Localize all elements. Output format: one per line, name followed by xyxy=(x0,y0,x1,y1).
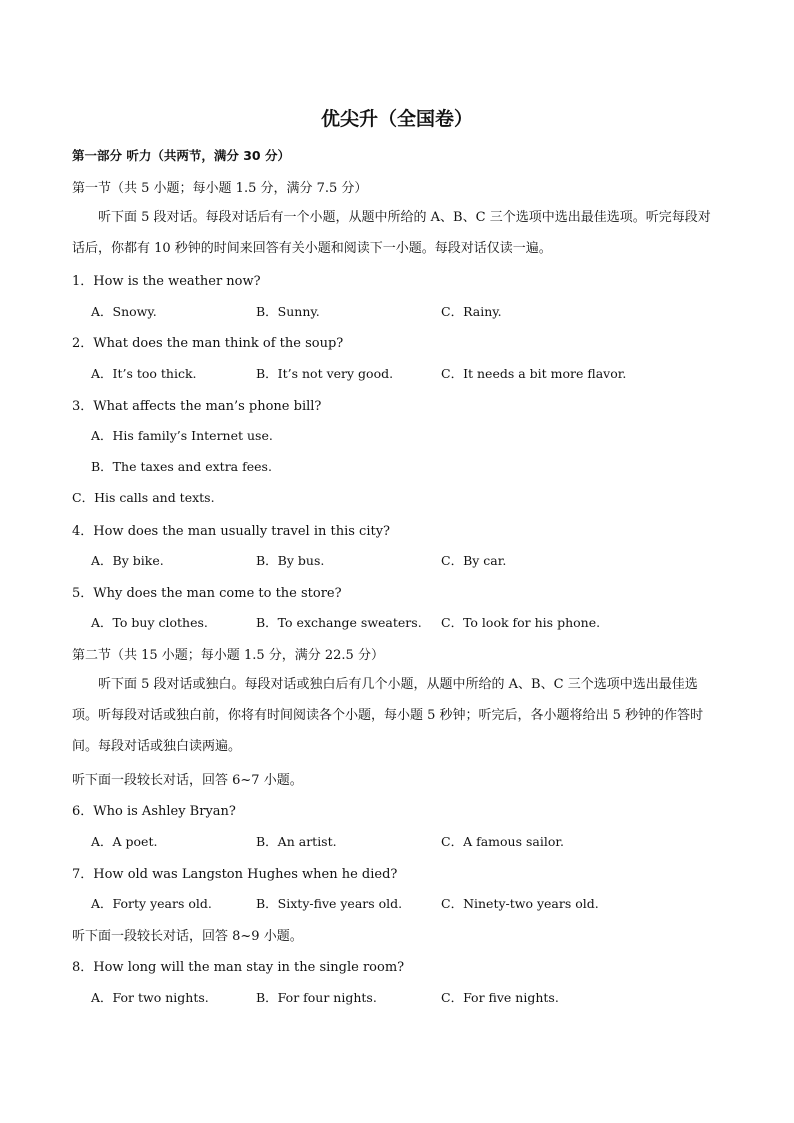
q2-option-a: A．It’s too thick. xyxy=(91,366,197,381)
q2-option-c: C．It needs a bit more flavor. xyxy=(441,366,627,381)
q8-option-a: A．For two nights. xyxy=(91,990,209,1005)
section2-instructions: 听下面 5 段对话或独白。每段对话或独白后有几个小题，从题中所给的 A、B、C 三个选项中选出最佳选项。听每段对话或独白前，你将有时间阅读各个小题，每小题 5 秒钟；听完后，各小题将给出 5 秒钟的作答时间。每段对话或独白读两遍。 xyxy=(72,677,704,754)
q3-option-b: B．The taxes and extra fees. xyxy=(91,459,272,474)
q5-option-b: B．To exchange sweaters. xyxy=(256,615,422,630)
q4-option-c: C．By car. xyxy=(441,553,507,568)
q2-option-b: B．It’s not very good. xyxy=(256,366,394,381)
group-instruction-8-9: 听下面一段较长对话，回答 8~9 小题。 xyxy=(72,929,303,944)
section1-instructions: 听下面 5 段对话。每段对话后有一个小题，从题中所给的 A、B、C 三个选项中选出最佳选项。听完每段对话后，你都有 10 秒钟的时间来回答有关小题和阅读下一小题。每段对话仅读一遍。 xyxy=(72,210,711,256)
q5-option-a: A．To buy clothes. xyxy=(91,615,208,630)
q1-option-a: A．Snowy. xyxy=(91,304,157,319)
question-5: 5．Why does the man come to the store? xyxy=(72,586,342,601)
question-3: 3．What affects the man’s phone bill? xyxy=(72,399,322,414)
q7-option-b: B．Sixty-five years old. xyxy=(256,896,403,911)
q8-option-c: C．For five nights. xyxy=(441,990,559,1005)
question-6: 6．Who is Ashley Bryan? xyxy=(72,804,236,819)
question-7: 7．How old was Langston Hughes when he died? xyxy=(72,867,398,882)
q4-option-b: B．By bus. xyxy=(256,553,325,568)
question-4: 4．How does the man usually travel in this city? xyxy=(72,524,391,539)
q6-option-c: C．A famous sailor. xyxy=(441,834,564,849)
section2-heading: 第二节（共 15 小题；每小题 1.5 分，满分 22.5 分） xyxy=(72,648,384,663)
q8-option-b: B．For four nights. xyxy=(256,990,377,1005)
group-instruction-6-7: 听下面一段较长对话，回答 6~7 小题。 xyxy=(72,773,303,788)
part-heading: 第一部分 听力（共两节，满分 30 分） xyxy=(72,148,290,163)
q1-option-c: C．Rainy. xyxy=(441,304,502,319)
section1-heading: 第一节（共 5 小题；每小题 1.5 分，满分 7.5 分） xyxy=(72,181,368,196)
q5-option-c: C．To look for his phone. xyxy=(441,615,601,630)
question-1: 1．How is the weather now? xyxy=(72,274,261,289)
q6-option-a: A．A poet. xyxy=(91,834,158,849)
question-2: 2．What does the man think of the soup? xyxy=(72,336,344,351)
q4-option-a: A．By bike. xyxy=(91,553,164,568)
q7-option-a: A．Forty years old. xyxy=(91,896,212,911)
q3-option-c: C．His calls and texts. xyxy=(72,490,215,505)
q6-option-b: B．An artist. xyxy=(256,834,337,849)
q1-option-b: B．Sunny. xyxy=(256,304,320,319)
page-title: 优尖升（全国卷） xyxy=(320,108,473,130)
question-8: 8．How long will the man stay in the single room? xyxy=(72,960,405,975)
q7-option-c: C．Ninety-two years old. xyxy=(441,896,599,911)
q3-option-a: A．His family’s Internet use. xyxy=(91,428,273,443)
